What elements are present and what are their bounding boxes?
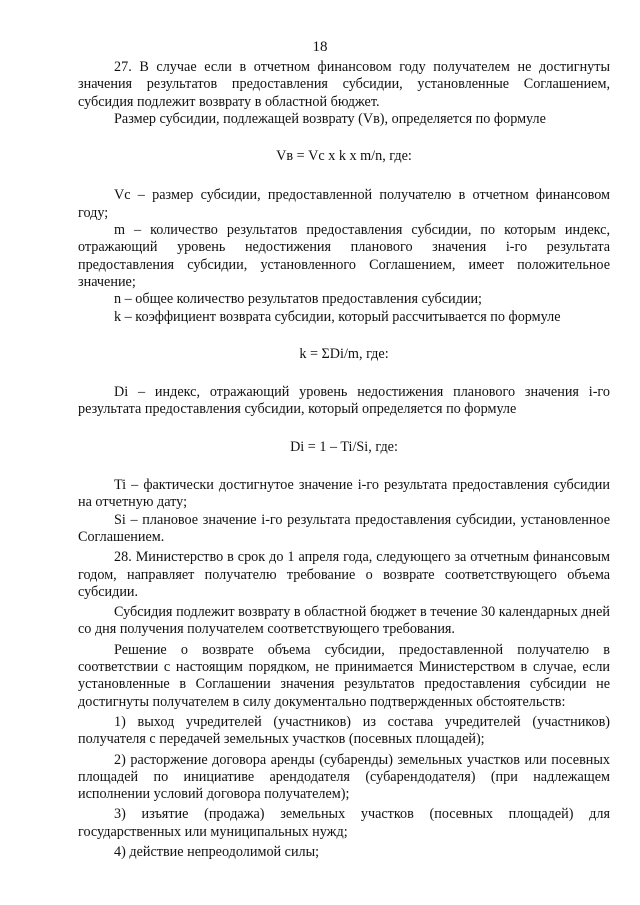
list-item-3: 3) изъятие (продажа) земельных участков (посевных площадей) для государственных или муниципальных нужд;: [78, 806, 610, 840]
definition-vc: Vс – размер субсидии, предоставленной получателю в отчетном финансовом году;: [78, 187, 610, 221]
definition-di: Di – индекс, отражающий уровень недостижения планового значения i-го результата предоставления субсидии, который определяется по формуле: [78, 384, 610, 418]
paragraph-28: 28. Министерство в срок до 1 апреля года, следующего за отчетным финансовым годом, направляет получателю требование о возврате соответствующего объема субсидии.: [78, 549, 610, 600]
definition-ti: Ti – фактически достигнутое значение i-го результата предоставления субсидии на отчетную дату;: [78, 477, 610, 511]
definition-m: m – количество результатов предоставления субсидии, по которым индекс, отражающий уровень недостижения планового значения i-го результата предоставления субсидии, установленного Соглашением, имеет положительное значение;: [78, 222, 610, 290]
paragraph-28-refund-term: Субсидия подлежит возврату в областной бюджет в течение 30 календарных дней со дня получения получателем соответствующего требования.: [78, 604, 610, 638]
formula-index: Di = 1 – Ti/Si, где:: [290, 438, 398, 455]
paragraph-27-formula-intro: Размер субсидии, подлежащей возврату (Vв), определяется по формуле: [114, 110, 546, 127]
list-item-1: 1) выход учредителей (участников) из состава учредителей (участников) получателя с передачей земельных участков (посевных площадей);: [78, 713, 610, 748]
paragraph-27-intro: 27. В случае если в отчетном финансовом году получателем не достигнуты значения результатов предоставления субсидии, установленные Соглашением, субсидия подлежит возврату в областной бюджет.: [78, 59, 610, 110]
page-number: 18: [312, 39, 328, 55]
definition-n: n – общее количество результатов предоставления субсидии;: [114, 291, 482, 308]
list-item-4: 4) действие непреодолимой силы;: [114, 843, 320, 860]
definition-k: k – коэффициент возврата субсидии, который рассчитывается по формуле: [114, 308, 561, 325]
list-item-2: 2) расторжение договора аренды (субаренды) земельных участков или посевных площадей по инициативе арендодателя (субарендодателя) (при надлежащем исполнении условий договора получателем);: [78, 751, 610, 803]
formula-coefficient: k = ΣDi/m, где:: [299, 345, 389, 362]
definition-si: Si – плановое значение i-го результата предоставления субсидии, установленное Соглашением.: [78, 511, 610, 545]
document-body: [78, 59, 610, 861]
formula-refund-amount: Vв = Vс x k x m/n, где:: [276, 148, 412, 165]
paragraph-28-exemptions: Решение о возврате объема субсидии, предоставленной получателю в соответствии с настоящим порядком, не принимается Министерством в случае, если установленные в Соглашении значения результатов предоставления субсидии не достигнуты получателем в силу документально подтвержденных обстоятельств:: [78, 641, 610, 710]
